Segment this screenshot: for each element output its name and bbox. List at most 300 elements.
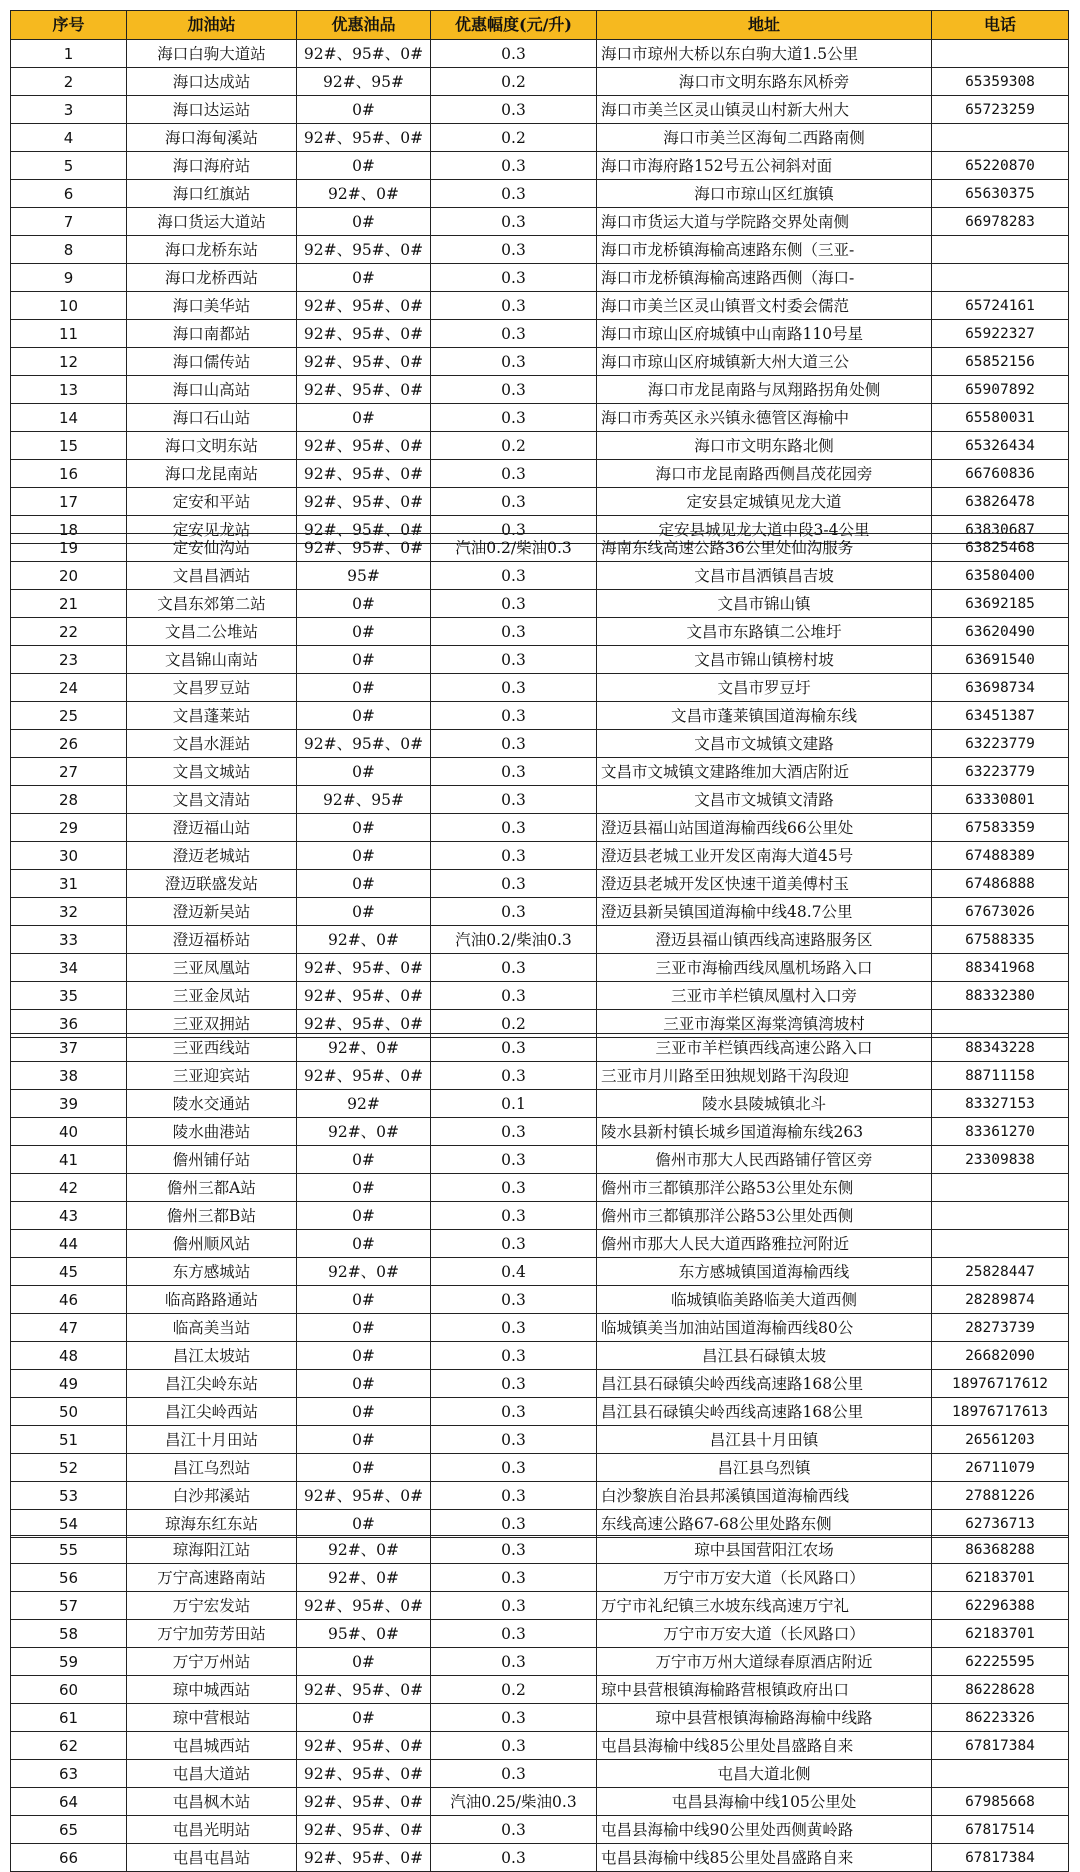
table-row [11, 68, 1069, 96]
cell-discount: 0.3 [431, 1536, 597, 1564]
cell-no: 61 [11, 1704, 127, 1732]
cell-phone: 86223326 [932, 1704, 1069, 1732]
cell-discount: 0.3 [431, 96, 597, 124]
cell-fuel: 92#、95#、0# [297, 1482, 431, 1510]
cell-no: 38 [11, 1062, 127, 1090]
cell-fuel: 92#、95#、0# [297, 376, 431, 404]
cell-phone: 83361270 [932, 1118, 1069, 1146]
cell-fuel: 92#、95#、0# [297, 1676, 431, 1704]
cell-phone: 88343228 [932, 1034, 1069, 1062]
table-row [11, 646, 1069, 674]
table-row [11, 1844, 1069, 1872]
cell-phone: 26682090 [932, 1342, 1069, 1370]
cell-fuel: 0# [297, 814, 431, 842]
table-row [11, 1510, 1069, 1538]
cell-station: 海口山高站 [127, 376, 297, 404]
cell-phone: 86228628 [932, 1676, 1069, 1704]
cell-discount: 0.3 [431, 1592, 597, 1620]
cell-address: 三亚市海榆西线凤凰机场路入口 [597, 954, 932, 982]
table-row [11, 842, 1069, 870]
cell-fuel: 92#、95#、0# [297, 292, 431, 320]
cell-fuel: 0# [297, 404, 431, 432]
cell-station: 海口海甸溪站 [127, 124, 297, 152]
cell-station: 琼海东红东站 [127, 1510, 297, 1538]
cell-phone: 67985668 [932, 1788, 1069, 1816]
cell-phone: 63223779 [932, 758, 1069, 786]
cell-fuel: 0# [297, 1174, 431, 1202]
cell-address: 屯昌县海榆中线105公里处 [597, 1788, 932, 1816]
cell-station: 文昌锦山南站 [127, 646, 297, 674]
cell-station: 琼中城西站 [127, 1676, 297, 1704]
cell-fuel: 92#、95#、0# [297, 488, 431, 516]
cell-address: 昌江县石碌镇尖岭西线高速路168公里 [597, 1370, 932, 1398]
cell-phone: 88332380 [932, 982, 1069, 1010]
cell-fuel: 0# [297, 1454, 431, 1482]
header-station: 加油站 [127, 11, 297, 40]
cell-discount: 0.3 [431, 1454, 597, 1482]
cell-fuel: 0# [297, 1230, 431, 1258]
cell-phone: 66760836 [932, 460, 1069, 488]
cell-station: 定安仙沟站 [127, 534, 297, 562]
cell-fuel: 92#、0# [297, 1536, 431, 1564]
table-row [11, 1426, 1069, 1454]
cell-address: 文昌市蓬莱镇国道海榆东线 [597, 702, 932, 730]
table-row [11, 320, 1069, 348]
cell-address: 儋州市三都镇那洋公路53公里处东侧 [597, 1174, 932, 1202]
cell-phone: 62296388 [932, 1592, 1069, 1620]
cell-address: 澄迈县福山镇西线高速路服务区 [597, 926, 932, 954]
cell-no: 60 [11, 1676, 127, 1704]
header-fuel: 优惠油品 [297, 11, 431, 40]
cell-discount: 0.3 [431, 814, 597, 842]
cell-no: 57 [11, 1592, 127, 1620]
cell-fuel: 92#、95#、0# [297, 320, 431, 348]
cell-address: 文昌市锦山镇 [597, 590, 932, 618]
cell-no: 22 [11, 618, 127, 646]
cell-phone: 63223779 [932, 730, 1069, 758]
cell-fuel: 92#、95#、0# [297, 516, 431, 544]
cell-fuel: 92#、95#、0# [297, 534, 431, 562]
table-row [11, 1676, 1069, 1704]
cell-phone: 26711079 [932, 1454, 1069, 1482]
cell-station: 澄迈老城站 [127, 842, 297, 870]
cell-discount: 0.3 [431, 376, 597, 404]
cell-phone: 63580400 [932, 562, 1069, 590]
cell-station: 澄迈新吴站 [127, 898, 297, 926]
cell-no: 39 [11, 1090, 127, 1118]
cell-discount: 0.3 [431, 1816, 597, 1844]
cell-address: 临城镇美当加油站国道海榆西线80公 [597, 1314, 932, 1342]
cell-station: 昌江太坡站 [127, 1342, 297, 1370]
header-no: 序号 [11, 11, 127, 40]
cell-fuel: 92#、0# [297, 1118, 431, 1146]
cell-address: 昌江县石碌镇尖岭西线高速路168公里 [597, 1398, 932, 1426]
cell-address: 儋州市那大人民西路铺仔管区旁 [597, 1146, 932, 1174]
cell-phone: 63698734 [932, 674, 1069, 702]
cell-phone [932, 124, 1069, 152]
cell-station: 屯昌光明站 [127, 1816, 297, 1844]
cell-no: 5 [11, 152, 127, 180]
table-row [11, 898, 1069, 926]
cell-station: 屯昌大道站 [127, 1760, 297, 1788]
cell-station: 昌江十月田站 [127, 1426, 297, 1454]
cell-station: 屯昌城西站 [127, 1732, 297, 1760]
cell-fuel: 0# [297, 152, 431, 180]
cell-address: 陵水县陵城镇北斗 [597, 1090, 932, 1118]
table-row [11, 1482, 1069, 1510]
cell-discount: 0.3 [431, 460, 597, 488]
cell-no: 46 [11, 1286, 127, 1314]
cell-no: 31 [11, 870, 127, 898]
cell-discount: 0.3 [431, 320, 597, 348]
cell-fuel: 92#、0# [297, 1034, 431, 1062]
cell-discount: 0.2 [431, 1676, 597, 1704]
cell-fuel: 0# [297, 1202, 431, 1230]
cell-phone: 27881226 [932, 1482, 1069, 1510]
cell-phone: 28273739 [932, 1314, 1069, 1342]
cell-phone [932, 1230, 1069, 1258]
cell-station: 万宁高速路南站 [127, 1564, 297, 1592]
cell-station: 儋州顺风站 [127, 1230, 297, 1258]
table-row [11, 40, 1069, 68]
cell-station: 海口红旗站 [127, 180, 297, 208]
cell-address: 海口市龙桥镇海榆高速路东侧（三亚- [597, 236, 932, 264]
cell-fuel: 95# [297, 562, 431, 590]
table-row [11, 1090, 1069, 1118]
cell-no: 14 [11, 404, 127, 432]
cell-no: 12 [11, 348, 127, 376]
cell-no: 66 [11, 1844, 127, 1872]
cell-fuel: 0# [297, 702, 431, 730]
table-row [11, 1704, 1069, 1732]
cell-phone: 88341968 [932, 954, 1069, 982]
cell-address: 三亚市月川路至田独规划路干沟段迎 [597, 1062, 932, 1090]
cell-no: 43 [11, 1202, 127, 1230]
cell-no: 21 [11, 590, 127, 618]
table-row [11, 1454, 1069, 1482]
cell-address: 三亚市海棠区海棠湾镇湾坡村 [597, 1010, 932, 1038]
cell-no: 44 [11, 1230, 127, 1258]
table-row [11, 1314, 1069, 1342]
cell-no: 47 [11, 1314, 127, 1342]
table-row [11, 180, 1069, 208]
cell-discount: 0.3 [431, 1370, 597, 1398]
cell-discount: 0.3 [431, 1510, 597, 1538]
header-phone: 电话 [932, 11, 1069, 40]
cell-no: 50 [11, 1398, 127, 1426]
cell-fuel: 0# [297, 1510, 431, 1538]
cell-phone: 18976717612 [932, 1370, 1069, 1398]
cell-fuel: 92#、95#、0# [297, 1844, 431, 1872]
cell-address: 昌江县石碌镇太坡 [597, 1342, 932, 1370]
cell-discount: 0.3 [431, 292, 597, 320]
cell-station: 文昌文城站 [127, 758, 297, 786]
table-row [11, 404, 1069, 432]
cell-address: 东方感城镇国道海榆西线 [597, 1258, 932, 1286]
table-row [11, 1592, 1069, 1620]
cell-address: 澄迈县老城工业开发区南海大道45号 [597, 842, 932, 870]
cell-discount: 0.3 [431, 516, 597, 544]
table-row [11, 1398, 1069, 1426]
cell-address: 海口市琼山区府城镇中山南路110号星 [597, 320, 932, 348]
cell-phone [932, 264, 1069, 292]
cell-discount: 0.3 [431, 1648, 597, 1676]
cell-discount: 0.2 [431, 124, 597, 152]
table-row [11, 1202, 1069, 1230]
cell-phone: 65630375 [932, 180, 1069, 208]
cell-discount: 0.3 [431, 1342, 597, 1370]
cell-fuel: 0# [297, 674, 431, 702]
cell-fuel: 0# [297, 1286, 431, 1314]
cell-address: 海口市美兰区灵山镇晋文村委会儒范 [597, 292, 932, 320]
cell-discount: 0.3 [431, 1062, 597, 1090]
cell-fuel: 92#、95#、0# [297, 1788, 431, 1816]
cell-phone: 67583359 [932, 814, 1069, 842]
cell-fuel: 92#、95#、0# [297, 460, 431, 488]
cell-address: 白沙黎族自治县邦溪镇国道海榆西线 [597, 1482, 932, 1510]
cell-address: 文昌市昌洒镇昌吉坡 [597, 562, 932, 590]
cell-phone: 67817514 [932, 1816, 1069, 1844]
cell-address: 陵水县新村镇长城乡国道海榆东线263 [597, 1118, 932, 1146]
cell-station: 海口海府站 [127, 152, 297, 180]
cell-discount: 0.3 [431, 898, 597, 926]
cell-discount: 0.3 [431, 786, 597, 814]
cell-fuel: 92#、95#、0# [297, 954, 431, 982]
cell-address: 海口市货运大道与学院路交界处南侧 [597, 208, 932, 236]
cell-no: 13 [11, 376, 127, 404]
cell-no: 62 [11, 1732, 127, 1760]
cell-no: 53 [11, 1482, 127, 1510]
table-row [11, 348, 1069, 376]
cell-phone [932, 1202, 1069, 1230]
cell-station: 东方感城站 [127, 1258, 297, 1286]
cell-fuel: 92#、95#、0# [297, 1010, 431, 1038]
cell-address: 海南东线高速公路36公里处仙沟服务 [597, 534, 932, 562]
cell-station: 海口货运大道站 [127, 208, 297, 236]
cell-address: 定安县城见龙大道中段3-4公里 [597, 516, 932, 544]
cell-station: 海口文明东站 [127, 432, 297, 460]
cell-address: 临城镇临美路临美大道西侧 [597, 1286, 932, 1314]
cell-phone: 63451387 [932, 702, 1069, 730]
table-row [11, 1118, 1069, 1146]
cell-no: 8 [11, 236, 127, 264]
cell-no: 18 [11, 516, 127, 544]
cell-address: 昌江县乌烈镇 [597, 1454, 932, 1482]
cell-station: 临高路路通站 [127, 1286, 297, 1314]
cell-no: 37 [11, 1034, 127, 1062]
cell-no: 7 [11, 208, 127, 236]
cell-no: 9 [11, 264, 127, 292]
cell-address: 昌江县十月田镇 [597, 1426, 932, 1454]
cell-address: 万宁市万安大道（长风路口） [597, 1564, 932, 1592]
cell-discount: 0.3 [431, 1844, 597, 1872]
cell-address: 海口市美兰区海甸二西路南侧 [597, 124, 932, 152]
cell-discount: 0.3 [431, 1760, 597, 1788]
table-row [11, 1342, 1069, 1370]
cell-phone: 67673026 [932, 898, 1069, 926]
cell-address: 海口市琼山区府城镇新大州大道三公 [597, 348, 932, 376]
table-row [11, 982, 1069, 1010]
cell-station: 万宁宏发站 [127, 1592, 297, 1620]
header-discount: 优惠幅度(元/升) [431, 11, 597, 40]
table-row [11, 730, 1069, 758]
cell-fuel: 0# [297, 842, 431, 870]
cell-phone: 65852156 [932, 348, 1069, 376]
cell-discount: 0.2 [431, 1010, 597, 1038]
table-row [11, 618, 1069, 646]
cell-no: 65 [11, 1816, 127, 1844]
cell-no: 51 [11, 1426, 127, 1454]
cell-phone: 83327153 [932, 1090, 1069, 1118]
cell-address: 文昌市锦山镇榜村坡 [597, 646, 932, 674]
cell-phone [932, 1174, 1069, 1202]
cell-discount: 0.3 [431, 954, 597, 982]
cell-fuel: 92#、95#、0# [297, 982, 431, 1010]
table-row [11, 562, 1069, 590]
cell-station: 文昌文清站 [127, 786, 297, 814]
cell-fuel: 0# [297, 898, 431, 926]
cell-phone: 65907892 [932, 376, 1069, 404]
cell-no: 1 [11, 40, 127, 68]
cell-discount: 0.3 [431, 618, 597, 646]
cell-no: 35 [11, 982, 127, 1010]
cell-phone: 65724161 [932, 292, 1069, 320]
cell-address: 屯昌县海榆中线90公里处西侧黄岭路 [597, 1816, 932, 1844]
cell-fuel: 0# [297, 1314, 431, 1342]
cell-phone: 62183701 [932, 1620, 1069, 1648]
cell-address: 屯昌县海榆中线85公里处昌盛路自来 [597, 1732, 932, 1760]
cell-phone: 25828447 [932, 1258, 1069, 1286]
cell-no: 56 [11, 1564, 127, 1592]
cell-discount: 0.3 [431, 1174, 597, 1202]
cell-phone: 63830687 [932, 516, 1069, 544]
cell-fuel: 0# [297, 1146, 431, 1174]
cell-discount: 0.3 [431, 180, 597, 208]
cell-phone: 63620490 [932, 618, 1069, 646]
table-row [11, 1564, 1069, 1592]
cell-no: 34 [11, 954, 127, 982]
cell-no: 42 [11, 1174, 127, 1202]
cell-fuel: 0# [297, 1342, 431, 1370]
cell-fuel: 92#、95#、0# [297, 124, 431, 152]
cell-no: 58 [11, 1620, 127, 1648]
cell-no: 11 [11, 320, 127, 348]
cell-no: 25 [11, 702, 127, 730]
cell-no: 20 [11, 562, 127, 590]
cell-no: 52 [11, 1454, 127, 1482]
cell-no: 26 [11, 730, 127, 758]
cell-phone: 62183701 [932, 1564, 1069, 1592]
table-row [11, 702, 1069, 730]
table-row [11, 1174, 1069, 1202]
cell-phone: 67817384 [932, 1844, 1069, 1872]
cell-phone: 65220870 [932, 152, 1069, 180]
table-row [11, 488, 1069, 516]
table-row [11, 96, 1069, 124]
cell-fuel: 0# [297, 264, 431, 292]
cell-phone: 67588335 [932, 926, 1069, 954]
table-row [11, 1816, 1069, 1844]
cell-phone: 65723259 [932, 96, 1069, 124]
cell-station: 白沙邦溪站 [127, 1482, 297, 1510]
cell-address: 海口市龙昆南路与凤翔路拐角处侧 [597, 376, 932, 404]
cell-address: 儋州市三都镇那洋公路53公里处西侧 [597, 1202, 932, 1230]
table-row [11, 758, 1069, 786]
cell-address: 琼中县营根镇海榆路营根镇政府出口 [597, 1676, 932, 1704]
cell-fuel: 95#、0# [297, 1620, 431, 1648]
cell-discount: 0.2 [431, 432, 597, 460]
cell-fuel: 0# [297, 1704, 431, 1732]
table-row [11, 954, 1069, 982]
cell-station: 海口龙桥东站 [127, 236, 297, 264]
table-row [11, 208, 1069, 236]
cell-fuel: 0# [297, 758, 431, 786]
cell-discount: 0.3 [431, 1398, 597, 1426]
cell-fuel: 92#、95# [297, 786, 431, 814]
cell-station: 海口白驹大道站 [127, 40, 297, 68]
cell-discount: 0.3 [431, 1230, 597, 1258]
cell-station: 文昌罗豆站 [127, 674, 297, 702]
table-row [11, 1286, 1069, 1314]
cell-phone: 62225595 [932, 1648, 1069, 1676]
cell-station: 海口龙昆南站 [127, 460, 297, 488]
cell-fuel: 0# [297, 1370, 431, 1398]
table-row [11, 1648, 1069, 1676]
cell-station: 海口龙桥西站 [127, 264, 297, 292]
cell-discount: 0.3 [431, 236, 597, 264]
cell-fuel: 0# [297, 618, 431, 646]
cell-no: 27 [11, 758, 127, 786]
cell-fuel: 0# [297, 1398, 431, 1426]
table-row [11, 1258, 1069, 1286]
cell-station: 昌江乌烈站 [127, 1454, 297, 1482]
cell-station: 三亚西线站 [127, 1034, 297, 1062]
table-row [11, 786, 1069, 814]
cell-station: 临高美当站 [127, 1314, 297, 1342]
cell-no: 45 [11, 1258, 127, 1286]
cell-discount: 0.3 [431, 1146, 597, 1174]
cell-address: 海口市文明东路北侧 [597, 432, 932, 460]
cell-address: 万宁市万州大道绿春原酒店附近 [597, 1648, 932, 1676]
cell-discount: 0.3 [431, 1202, 597, 1230]
cell-discount: 0.3 [431, 152, 597, 180]
cell-phone: 28289874 [932, 1286, 1069, 1314]
cell-station: 屯昌屯昌站 [127, 1844, 297, 1872]
cell-address: 琼中县营根镇海榆路海榆中线路 [597, 1704, 932, 1732]
cell-address: 文昌市文城镇文建路 [597, 730, 932, 758]
cell-address: 海口市美兰区灵山镇灵山村新大州大 [597, 96, 932, 124]
cell-phone: 65359308 [932, 68, 1069, 96]
cell-station: 琼海阳江站 [127, 1536, 297, 1564]
cell-station: 海口儒传站 [127, 348, 297, 376]
cell-no: 23 [11, 646, 127, 674]
cell-no: 40 [11, 1118, 127, 1146]
cell-address: 海口市秀英区永兴镇永德管区海榆中 [597, 404, 932, 432]
cell-phone: 63330801 [932, 786, 1069, 814]
cell-phone: 62736713 [932, 1510, 1069, 1538]
cell-discount: 0.3 [431, 264, 597, 292]
cell-discount: 0.3 [431, 1704, 597, 1732]
cell-fuel: 92#、95# [297, 68, 431, 96]
cell-station: 三亚凤凰站 [127, 954, 297, 982]
cell-phone: 66978283 [932, 208, 1069, 236]
cell-address: 海口市琼州大桥以东白驹大道1.5公里 [597, 40, 932, 68]
table-row [11, 236, 1069, 264]
cell-discount: 0.3 [431, 1286, 597, 1314]
cell-fuel: 92#、95#、0# [297, 1592, 431, 1620]
cell-discount: 0.3 [431, 870, 597, 898]
cell-fuel: 92#、0# [297, 180, 431, 208]
